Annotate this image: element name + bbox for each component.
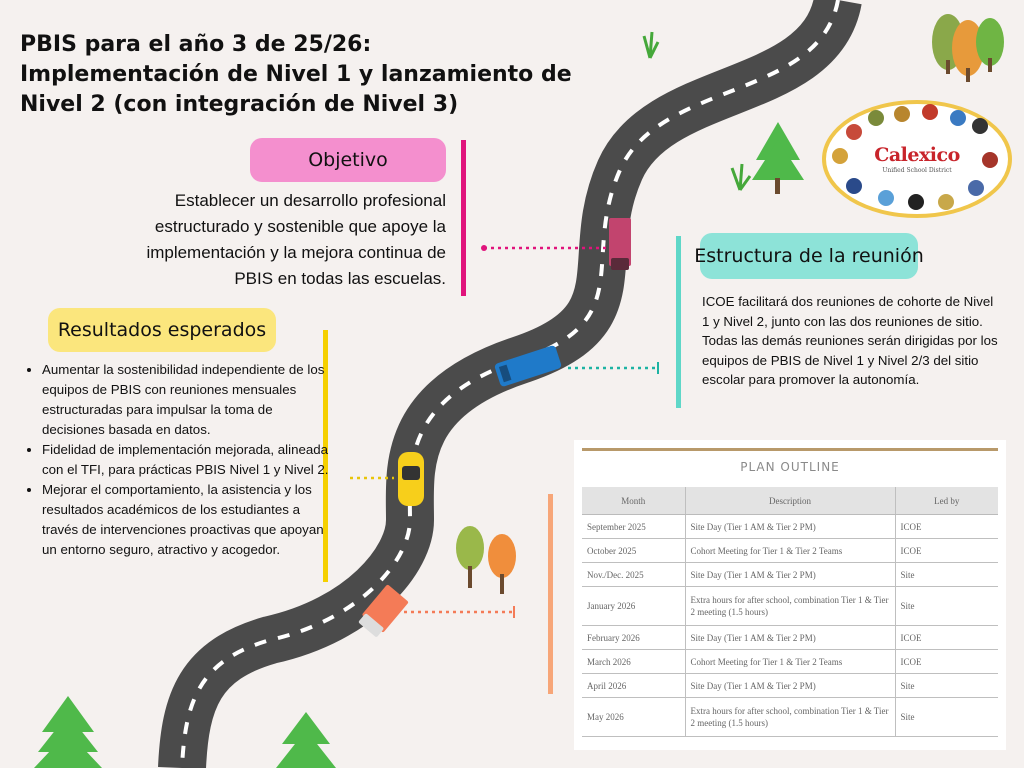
objective-text: Establecer un desarrollo profesional estructurado y sostenible que apoye la implementación y la mejora continua de PBIS en todas las escuelas. [146, 191, 446, 288]
led-by-cell: ICOE [895, 539, 998, 563]
plan-divider [582, 448, 998, 451]
led-by-cell: Site [895, 587, 998, 626]
description-cell: Cohort Meeting for Tier 1 & Tier 2 Teams [685, 539, 895, 563]
school-badge-icon [832, 148, 848, 164]
list-item: • Aumentar la sostenibilidad independiente de los equipos de PBIS con reuniones mensuales estructuradas para impulsar la toma de decisiones basada en datos. [42, 360, 332, 440]
description-cell: Site Day (Tier 1 AM & Tier 2 PM) [685, 515, 895, 539]
logo-subtitle: Unified School District [882, 167, 952, 174]
description-cell: Cohort Meeting for Tier 1 & Tier 2 Teams [685, 650, 895, 674]
description-cell: Site Day (Tier 1 AM & Tier 2 PM) [685, 563, 895, 587]
table-header-row [582, 487, 998, 515]
pink-truck-icon [609, 218, 631, 270]
column-header-led-by: Led by [895, 487, 998, 515]
table-row [582, 650, 998, 674]
month-cell: October 2025 [582, 539, 685, 563]
title-line-2: Implementación de Nivel 1 y lanzamiento de [20, 62, 572, 87]
school-badge-icon [950, 110, 966, 126]
month-cell: Nov./Dec. 2025 [582, 563, 685, 587]
description-cell: Site Day (Tier 1 AM & Tier 2 PM) [685, 626, 895, 650]
expected-results-list [22, 360, 332, 560]
autumn-trees-icon [932, 14, 1004, 82]
list-item: • Mejorar el comportamiento, la asistencia y los resultados académicos de los estudiantes a través de intervenciones proactivas que apoyan un entorno seguro, atractivo y acogedor. [42, 480, 332, 560]
objective-accent-bar [461, 140, 466, 296]
led-by-cell: Site [895, 698, 998, 737]
table-row [582, 626, 998, 650]
plan-outline-table [582, 487, 998, 737]
table-row [582, 698, 998, 737]
plan-outline-card [574, 440, 1006, 750]
list-item: • Fidelidad de implementación mejorada, alineada con el TFI, para prácticas PBIS Nivel 1 y Nivel 2. [42, 440, 332, 480]
month-cell: September 2025 [582, 515, 685, 539]
led-by-cell: Site [895, 674, 998, 698]
meeting-accent-bar [676, 236, 681, 408]
school-badge-icon [846, 124, 862, 140]
school-badge-icon [908, 194, 924, 210]
title-line-1: PBIS para el año 3 de 25/26: [20, 32, 372, 57]
month-cell: April 2026 [582, 674, 685, 698]
column-header-description: Description [685, 487, 895, 515]
led-by-cell: Site [895, 563, 998, 587]
school-badge-icon [972, 118, 988, 134]
month-cell: February 2026 [582, 626, 685, 650]
yellow-car-icon [398, 452, 424, 506]
pine-tree-icon [34, 696, 102, 768]
school-badge-icon [878, 190, 894, 206]
school-badge-icon [846, 178, 862, 194]
objective-heading: Objetivo [250, 138, 446, 182]
school-badge-icon [938, 194, 954, 210]
pine-tree-icon [752, 122, 804, 194]
school-badge-icon [968, 180, 984, 196]
meeting-structure-heading: Estructura de la reunión [700, 233, 918, 279]
school-badge-icon [922, 104, 938, 120]
led-by-cell: ICOE [895, 515, 998, 539]
table-row [582, 563, 998, 587]
led-by-cell: ICOE [895, 650, 998, 674]
description-cell: Extra hours for after school, combination Tier 1 & Tier 2 meeting (1.5 hours) [685, 698, 895, 737]
objective-connector-dot [481, 245, 487, 251]
district-logo [822, 100, 1012, 218]
school-badge-icon [982, 152, 998, 168]
table-row [582, 539, 998, 563]
page-title [20, 30, 580, 120]
month-cell: March 2026 [582, 650, 685, 674]
table-row [582, 587, 998, 626]
expected-results-heading: Resultados esperados [48, 308, 276, 352]
plan-accent-bar [548, 494, 553, 694]
led-by-cell: ICOE [895, 626, 998, 650]
description-cell: Extra hours for after school, combination Tier 1 & Tier 2 meeting (1.5 hours) [685, 587, 895, 626]
autumn-trees-icon [456, 526, 516, 594]
school-badge-icon [868, 110, 884, 126]
meeting-structure-text: ICOE facilitará dos reuniones de cohorte de Nivel 1 y Nivel 2, junto con las dos reuniones de sitio. Todas las demás reuniones serán dirigidas por los equipos de PBIS de Nivel 1 y Nivel 2/3 del sitio escolar para promover la autonomía. [702, 294, 998, 387]
description-cell: Site Day (Tier 1 AM & Tier 2 PM) [685, 674, 895, 698]
title-line-3: Nivel 2 (con integración de Nivel 3) [20, 92, 459, 117]
month-cell: January 2026 [582, 587, 685, 626]
plan-outline-title: PLAN OUTLINE [740, 460, 840, 474]
table-row [582, 515, 998, 539]
column-header-month: Month [582, 487, 685, 515]
table-row [582, 674, 998, 698]
pine-tree-icon [276, 712, 336, 768]
school-badge-icon [894, 106, 910, 122]
logo-name: Calexico [874, 144, 960, 166]
month-cell: May 2026 [582, 698, 685, 737]
